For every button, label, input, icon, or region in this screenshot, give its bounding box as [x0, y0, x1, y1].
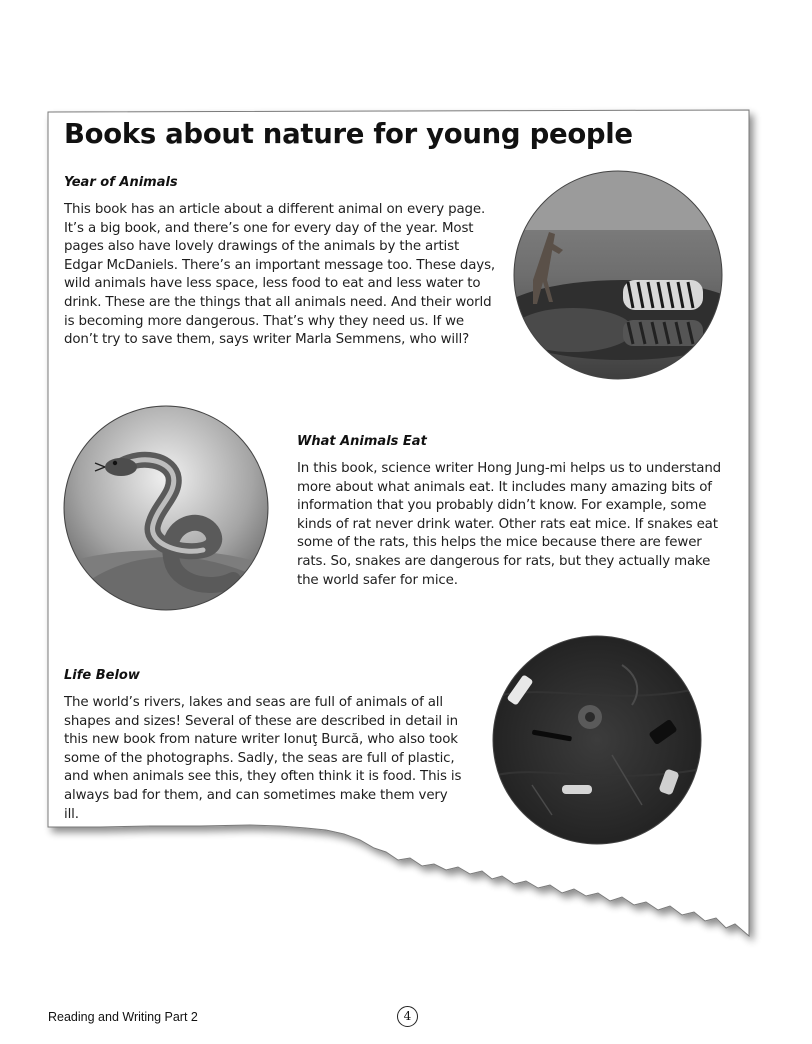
snake-photo — [63, 405, 269, 611]
page-number: 4 — [397, 1006, 418, 1027]
article-body-what-animals-eat: In this book, science writer Hong Jung-mi helps us to understand more about what animals eat. It includes many amazing bits of information that you probably didn’t know. For example, some kinds of rat never drink water. Other rats eat mice. If snakes eat some of the rats, this helps the mice because there are fewer rats. So, snakes are dangerous for rats, but they actually make the world safer for mice. — [297, 461, 722, 588]
article-body-year-of-animals: This book has an article about a different animal on every page. It’s a big book, and there’s one for every day of the year. Most pages also have lovely drawings of the animals by the artist Edgar McDaniels. There’s an important message too. These days, wild animals have less space, less food to eat and less water to drink. These are the things that all animals need. And their world is becoming more dangerous. That’s why they need us. If we don’t try to save them, says writer Marla Semmens, who will? — [64, 202, 496, 348]
footer-section-label: Reading and Writing Part 2 — [48, 1010, 198, 1024]
article-body-life-below: The world’s rivers, lakes and seas are full of animals of all shapes and sizes! Several of these are described in detail in this new book from nature writer Ionuţ Burcă, who also took some of the photographs. Sadly, the seas are full of plastic, and when animals see this, they often think it is food. This is always bad for them, and can sometimes make them very ill. — [64, 695, 462, 822]
article-heading-life-below: Life Below — [64, 668, 140, 683]
page-title: Books about nature for young people — [64, 118, 633, 150]
giraffe-zebras-photo — [513, 170, 723, 380]
plastic-in-water-photo — [492, 635, 702, 845]
article-heading-year-of-animals: Year of Animals — [64, 175, 178, 190]
article-heading-what-animals-eat: What Animals Eat — [297, 434, 427, 449]
